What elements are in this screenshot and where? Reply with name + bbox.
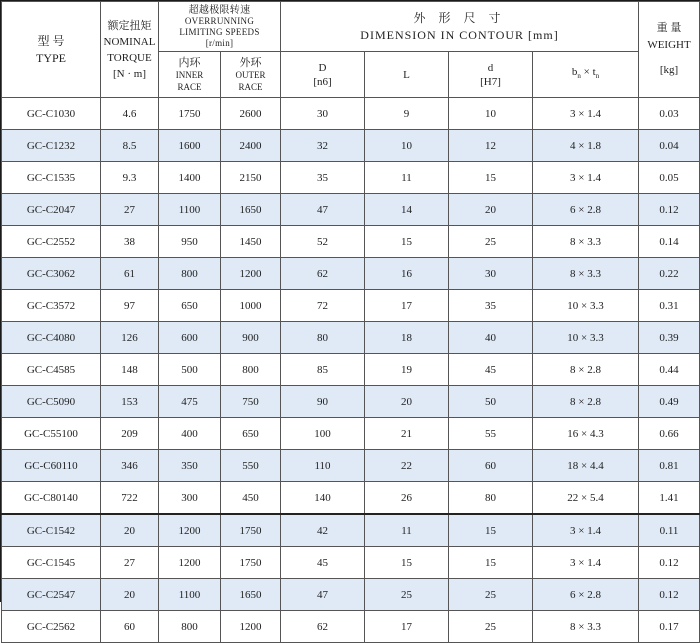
cell-key: 6 × 2.8 — [533, 194, 639, 226]
cell-outer: 450 — [221, 482, 281, 515]
cell-weight: 0.49 — [639, 386, 700, 418]
cell-key: 18 × 4.4 — [533, 450, 639, 482]
cell-weight: 0.04 — [639, 130, 700, 162]
cell-outer: 2150 — [221, 162, 281, 194]
clutch-spec-table — [1, 1, 700, 643]
cell-type: GC-C1542 — [2, 514, 101, 547]
cell-torque: 27 — [101, 547, 159, 579]
cell-d: 12 — [449, 130, 533, 162]
header-torque: 额定扭矩 NOMINAL TORQUE [N · m] — [101, 2, 159, 98]
cell-inner: 1400 — [159, 162, 221, 194]
cell-d: 25 — [449, 226, 533, 258]
cell-type: GC-C5090 — [2, 386, 101, 418]
cell-type: GC-C2562 — [2, 611, 101, 643]
cell-d: 47 — [281, 579, 365, 611]
cell-d: 35 — [449, 290, 533, 322]
cell-inner: 650 — [159, 290, 221, 322]
table-header — [2, 2, 700, 98]
cell-d: 72 — [281, 290, 365, 322]
cell-inner: 1200 — [159, 547, 221, 579]
header-outer-race: 外环 OUTER RACE — [221, 52, 281, 98]
cell-key: 3 × 1.4 — [533, 98, 639, 130]
table-body — [2, 98, 700, 643]
cell-type: GC-C2552 — [2, 226, 101, 258]
cell-outer: 900 — [221, 322, 281, 354]
cell-outer: 1650 — [221, 194, 281, 226]
cell-l: 19 — [365, 354, 449, 386]
cell-weight: 0.66 — [639, 418, 700, 450]
cell-torque: 97 — [101, 290, 159, 322]
cell-inner: 800 — [159, 611, 221, 643]
table-row — [2, 194, 700, 226]
cell-d: 42 — [281, 514, 365, 547]
cell-key: 8 × 3.3 — [533, 226, 639, 258]
cell-key: 8 × 3.3 — [533, 611, 639, 643]
cell-d: 30 — [449, 258, 533, 290]
cell-d: 25 — [449, 611, 533, 643]
cell-outer: 1750 — [221, 514, 281, 547]
header-d: d [H7] — [449, 52, 533, 98]
table-row — [2, 386, 700, 418]
cell-l: 18 — [365, 322, 449, 354]
cell-key: 3 × 1.4 — [533, 162, 639, 194]
cell-torque: 38 — [101, 226, 159, 258]
cell-torque: 4.6 — [101, 98, 159, 130]
table-row — [2, 354, 700, 386]
cell-weight: 0.44 — [639, 354, 700, 386]
cell-inner: 800 — [159, 258, 221, 290]
cell-key: 3 × 1.4 — [533, 547, 639, 579]
cell-d: 140 — [281, 482, 365, 515]
cell-inner: 500 — [159, 354, 221, 386]
cell-outer: 650 — [221, 418, 281, 450]
cell-d: 32 — [281, 130, 365, 162]
cell-type: GC-C60110 — [2, 450, 101, 482]
header-D: D [n6] — [281, 52, 365, 98]
cell-torque: 153 — [101, 386, 159, 418]
cell-l: 26 — [365, 482, 449, 515]
table-row — [2, 290, 700, 322]
cell-inner: 1600 — [159, 130, 221, 162]
cell-outer: 1450 — [221, 226, 281, 258]
cell-d: 30 — [281, 98, 365, 130]
cell-l: 21 — [365, 418, 449, 450]
cell-weight: 0.39 — [639, 322, 700, 354]
cell-weight: 0.12 — [639, 547, 700, 579]
cell-weight: 0.12 — [639, 194, 700, 226]
cell-weight: 0.05 — [639, 162, 700, 194]
cell-key: 16 × 4.3 — [533, 418, 639, 450]
cell-key: 10 × 3.3 — [533, 322, 639, 354]
table-row — [2, 514, 700, 547]
header-type: 型 号 TYPE — [2, 2, 101, 98]
cell-d: 62 — [281, 258, 365, 290]
table-row — [2, 162, 700, 194]
cell-type: GC-C1030 — [2, 98, 101, 130]
cell-inner: 600 — [159, 322, 221, 354]
cell-type: GC-C1545 — [2, 547, 101, 579]
cell-d: 10 — [449, 98, 533, 130]
table-row — [2, 547, 700, 579]
cell-d: 60 — [449, 450, 533, 482]
cell-inner: 1100 — [159, 194, 221, 226]
cell-d: 15 — [449, 547, 533, 579]
cell-torque: 209 — [101, 418, 159, 450]
cell-outer: 2600 — [221, 98, 281, 130]
cell-outer: 1750 — [221, 547, 281, 579]
cell-type: GC-C80140 — [2, 482, 101, 515]
cell-key: 3 × 1.4 — [533, 514, 639, 547]
cell-inner: 950 — [159, 226, 221, 258]
cell-weight: 0.31 — [639, 290, 700, 322]
cell-outer: 1650 — [221, 579, 281, 611]
cell-inner: 400 — [159, 418, 221, 450]
cell-d: 25 — [449, 579, 533, 611]
cell-key: 8 × 3.3 — [533, 258, 639, 290]
table-row — [2, 450, 700, 482]
cell-type: GC-C3062 — [2, 258, 101, 290]
header-weight: 重 量 WEIGHT [kg] — [639, 2, 700, 98]
header-keyway: $b_n \times t_n$ — [533, 52, 639, 98]
cell-torque: 126 — [101, 322, 159, 354]
cell-key: 10 × 3.3 — [533, 290, 639, 322]
cell-inner: 475 — [159, 386, 221, 418]
table-row — [2, 258, 700, 290]
cell-weight: 0.22 — [639, 258, 700, 290]
cell-weight: 0.11 — [639, 514, 700, 547]
cell-type: GC-C2047 — [2, 194, 101, 226]
cell-weight: 0.17 — [639, 611, 700, 643]
cell-type: GC-C55100 — [2, 418, 101, 450]
cell-weight: 0.03 — [639, 98, 700, 130]
cell-d: 55 — [449, 418, 533, 450]
cell-l: 14 — [365, 194, 449, 226]
cell-d: 50 — [449, 386, 533, 418]
cell-d: 45 — [449, 354, 533, 386]
cell-d: 35 — [281, 162, 365, 194]
cell-torque: 20 — [101, 514, 159, 547]
cell-l: 17 — [365, 290, 449, 322]
cell-d: 90 — [281, 386, 365, 418]
cell-d: 80 — [449, 482, 533, 515]
header-L: L — [365, 52, 449, 98]
header-dimension: 外 形 尺 寸 DIMENSION IN CONTOUR [mm] — [281, 2, 639, 52]
cell-outer: 2400 — [221, 130, 281, 162]
cell-d: 110 — [281, 450, 365, 482]
cell-torque: 9.3 — [101, 162, 159, 194]
cell-key: 8 × 2.8 — [533, 354, 639, 386]
cell-d: 52 — [281, 226, 365, 258]
cell-l: 22 — [365, 450, 449, 482]
cell-d: 80 — [281, 322, 365, 354]
cell-inner: 1100 — [159, 579, 221, 611]
cell-weight: 1.41 — [639, 482, 700, 515]
cell-torque: 722 — [101, 482, 159, 515]
cell-key: 4 × 1.8 — [533, 130, 639, 162]
cell-outer: 1200 — [221, 258, 281, 290]
table-row — [2, 579, 700, 611]
cell-l: 16 — [365, 258, 449, 290]
cell-type: GC-C2547 — [2, 579, 101, 611]
cell-l: 15 — [365, 226, 449, 258]
table-row — [2, 226, 700, 258]
cell-weight: 0.14 — [639, 226, 700, 258]
cell-inner: 300 — [159, 482, 221, 515]
table-row — [2, 482, 700, 515]
cell-l: 17 — [365, 611, 449, 643]
header-inner-race: 内环 INNER RACE — [159, 52, 221, 98]
cell-type: GC-C3572 — [2, 290, 101, 322]
cell-type: GC-C4585 — [2, 354, 101, 386]
cell-torque: 61 — [101, 258, 159, 290]
cell-key: 22 × 5.4 — [533, 482, 639, 515]
cell-d: 20 — [449, 194, 533, 226]
table-row — [2, 418, 700, 450]
table-row — [2, 322, 700, 354]
cell-outer: 750 — [221, 386, 281, 418]
cell-type: GC-C1535 — [2, 162, 101, 194]
cell-l: 9 — [365, 98, 449, 130]
cell-key: 6 × 2.8 — [533, 579, 639, 611]
cell-weight: 0.81 — [639, 450, 700, 482]
cell-outer: 550 — [221, 450, 281, 482]
cell-l: 11 — [365, 162, 449, 194]
cell-outer: 800 — [221, 354, 281, 386]
cell-d: 47 — [281, 194, 365, 226]
cell-l: 10 — [365, 130, 449, 162]
cell-l: 15 — [365, 547, 449, 579]
table-row — [2, 611, 700, 643]
cell-torque: 60 — [101, 611, 159, 643]
cell-torque: 20 — [101, 579, 159, 611]
cell-d: 100 — [281, 418, 365, 450]
cell-l: 20 — [365, 386, 449, 418]
cell-d: 62 — [281, 611, 365, 643]
cell-d: 15 — [449, 162, 533, 194]
cell-inner: 1750 — [159, 98, 221, 130]
cell-key: 8 × 2.8 — [533, 386, 639, 418]
cell-d: 15 — [449, 514, 533, 547]
cell-d: 85 — [281, 354, 365, 386]
cell-weight: 0.12 — [639, 579, 700, 611]
cell-d: 45 — [281, 547, 365, 579]
cell-l: 11 — [365, 514, 449, 547]
table-row — [2, 98, 700, 130]
cell-type: GC-C4080 — [2, 322, 101, 354]
cell-outer: 1000 — [221, 290, 281, 322]
cell-torque: 346 — [101, 450, 159, 482]
cell-torque: 8.5 — [101, 130, 159, 162]
cell-torque: 27 — [101, 194, 159, 226]
cell-torque: 148 — [101, 354, 159, 386]
table-row — [2, 130, 700, 162]
cell-inner: 1200 — [159, 514, 221, 547]
cell-type: GC-C1232 — [2, 130, 101, 162]
cell-d: 40 — [449, 322, 533, 354]
cell-inner: 350 — [159, 450, 221, 482]
header-speed: 超越极限转速 OVERRUNNING LIMITING SPEEDS [r/min] — [159, 2, 281, 52]
cell-outer: 1200 — [221, 611, 281, 643]
cell-l: 25 — [365, 579, 449, 611]
